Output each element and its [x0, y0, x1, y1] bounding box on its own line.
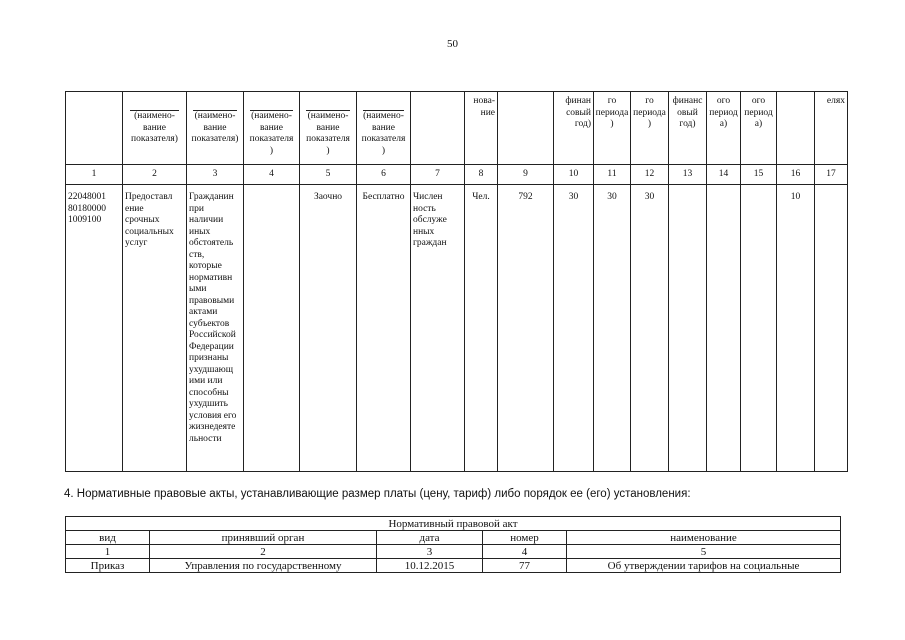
column-number: 9: [498, 165, 554, 185]
header-cell-4: (наимено- вание показателя ): [244, 92, 300, 165]
table-caption: Нормативный правовой акт: [66, 517, 841, 531]
value-cell: [669, 185, 707, 472]
column-number: 17: [815, 165, 848, 185]
legal-acts-table: [65, 516, 841, 573]
header-cell-6: (наимено- вание показателя ): [357, 92, 411, 165]
header-cell-8: нова- ние: [465, 92, 498, 165]
header-cell-17: елях: [815, 92, 848, 165]
value-cell: [815, 185, 848, 472]
column-number: 3: [187, 165, 244, 185]
column-number: 8: [465, 165, 498, 185]
service-name-cell: Предоставл ение срочных социальных услуг: [123, 185, 187, 472]
column-number: 5: [300, 165, 357, 185]
header-cell-13: финанс овый год): [669, 92, 707, 165]
column-number: 11: [594, 165, 631, 185]
recipient-category-cell: Гражданин при наличии иных обстоятель ств, которые нормативн ыми правовыми актами субъектов Российской Федерации признаны ухудшающ ими или способны ухудшить условия его жизнедеяте льности: [187, 185, 244, 472]
header-cell-5: (наимено- вание показателя ): [300, 92, 357, 165]
value-cell: [707, 185, 741, 472]
column-number: 6: [357, 165, 411, 185]
column-number: 14: [707, 165, 741, 185]
cell-4: [244, 185, 300, 472]
unit-cell: Чел.: [465, 185, 498, 472]
header-row: [66, 92, 848, 165]
table-caption-row: [66, 517, 841, 531]
value-cell: [741, 185, 777, 472]
deviation-cell: 10: [777, 185, 815, 472]
column-header: наименование: [567, 531, 841, 545]
header-cell-16: [777, 92, 815, 165]
header-cell-10: финан совый год): [554, 92, 594, 165]
column-number: 1: [66, 165, 123, 185]
table-row: [66, 185, 848, 472]
act-title-cell: Об утверждении тарифов на социальные: [567, 559, 841, 573]
column-number: 15: [741, 165, 777, 185]
header-cell-12: го периода ): [631, 92, 669, 165]
column-number: 5: [567, 545, 841, 559]
column-number: 13: [669, 165, 707, 185]
act-type-cell: Приказ: [66, 559, 150, 573]
form-cell: Заочно: [300, 185, 357, 472]
column-number: 2: [123, 165, 187, 185]
value-cell: 30: [631, 185, 669, 472]
payment-cell: Бесплатно: [357, 185, 411, 472]
column-header: номер: [483, 531, 567, 545]
column-header: принявший орган: [150, 531, 377, 545]
number-cell: 77: [483, 559, 567, 573]
registry-number-cell: 22048001 80180000 1009100: [66, 185, 123, 472]
okei-code-cell: 792: [498, 185, 554, 472]
header-cell-2: (наимено- вание показателя): [123, 92, 187, 165]
header-cell-11: го периода ): [594, 92, 631, 165]
header-text: (наимено-: [134, 111, 175, 121]
column-number: 4: [244, 165, 300, 185]
value-cell: 30: [554, 185, 594, 472]
column-number-row: [66, 545, 841, 559]
header-cell-15: ого период а): [741, 92, 777, 165]
column-number: 2: [150, 545, 377, 559]
indicators-table: [65, 91, 848, 472]
date-cell: 10.12.2015: [377, 559, 483, 573]
issuing-body-cell: Управления по государственному: [150, 559, 377, 573]
header-cell-7: [411, 92, 465, 165]
column-header: вид: [66, 531, 150, 545]
header-cell-14: ого период а): [707, 92, 741, 165]
column-number: 12: [631, 165, 669, 185]
indicator-name-cell: Числен ность обслуже нных граждан: [411, 185, 465, 472]
column-number: 1: [66, 545, 150, 559]
column-number: 10: [554, 165, 594, 185]
column-number-row: [66, 165, 848, 185]
header-cell-9: [498, 92, 554, 165]
table-row: [66, 559, 841, 573]
header-row: [66, 531, 841, 545]
value-cell: 30: [594, 185, 631, 472]
column-number: 7: [411, 165, 465, 185]
header-cell-1: [66, 92, 123, 165]
page-number: 50: [447, 38, 458, 50]
column-header: дата: [377, 531, 483, 545]
column-number: 4: [483, 545, 567, 559]
column-number: 16: [777, 165, 815, 185]
column-number: 3: [377, 545, 483, 559]
header-cell-3: (наимено- вание показателя): [187, 92, 244, 165]
section-4-heading: 4. Нормативные правовые акты, устанавливающие размер платы (цену, тариф) либо порядок ее (его) установления:: [64, 488, 691, 500]
